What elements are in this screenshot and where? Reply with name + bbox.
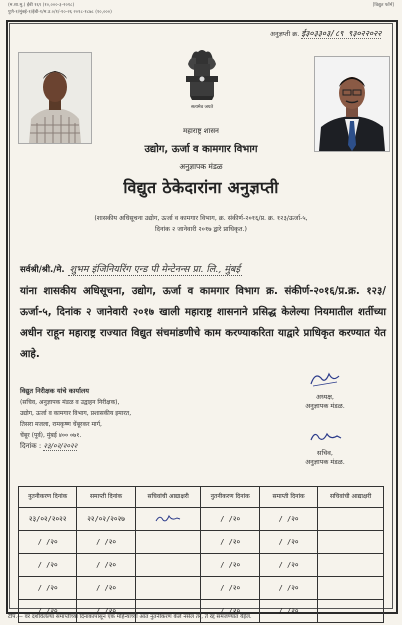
table-cell: / /२० <box>201 508 259 531</box>
table-cell <box>318 577 384 600</box>
state-title: महाराष्ट्र शासन <box>183 127 219 135</box>
form-label: [विद्युत फॉर्म] <box>372 3 394 8</box>
chairman-signature-icon <box>305 368 345 390</box>
col-expiry-date-2: समाप्ती दिनांक <box>259 487 317 508</box>
license-number-value: ई३०३३०३/८९ ९३०२२०२२ <box>301 29 382 38</box>
table-cell: / /२० <box>77 554 135 577</box>
secretary-signature-icon <box>305 428 345 446</box>
table-cell <box>135 531 201 554</box>
table-cell: / /२० <box>259 531 317 554</box>
table-cell <box>318 554 384 577</box>
table-cell: / /२० <box>201 577 259 600</box>
table-cell: / /२० <box>19 531 77 554</box>
table-cell: / /२० <box>19 600 77 623</box>
table-row <box>19 554 384 577</box>
table-cell <box>135 554 201 577</box>
issue-date-row <box>20 441 131 452</box>
col-renewal-date-2: नुतनीकरण दिनांक <box>201 487 259 508</box>
office-line4: चेंबूर (पूर्व), मुंबई ४०० ०७१. <box>20 432 82 439</box>
chairman-signature-block <box>290 368 360 410</box>
gr-reference <box>0 213 402 235</box>
table-row <box>19 577 384 600</box>
office-address <box>20 386 131 452</box>
table-cell: / /२० <box>19 554 77 577</box>
col-renewal-date-1: नुतनीकरण दिनांक <box>19 487 77 508</box>
table-cell: / /२० <box>201 600 259 623</box>
table-cell: / /२० <box>19 577 77 600</box>
table-row <box>19 531 384 554</box>
office-heading: विद्युत निरीक्षक यांचे कार्यालय <box>20 387 90 395</box>
form-code: (म.शा.मु.) ईबी १६९ (१०,०००-३-२०१८) <box>8 3 75 8</box>
col-secretary-initials-1: सचिवांची आद्याक्षरी <box>135 487 201 508</box>
table-cell: २३/०२/२०२२ <box>19 508 77 531</box>
initials-signature-icon <box>153 512 183 524</box>
secretary-signature-block <box>290 428 360 466</box>
license-number-label: अनुज्ञप्ती क्र. <box>270 30 300 38</box>
table-cell <box>318 508 384 531</box>
gr-reference-line2: दिनांक २ जानेवारी २०१७ द्वारे प्राधिकृत.) <box>155 226 247 233</box>
footer-note: टीप.— वर दर्शविलेल्या समाप्तीच्या दिनांकापासून एक महिन्याच्या आत नुतनीकरण केले नसेल तर, ते रद्द समजण्यात येईल. <box>8 614 252 620</box>
holder-prefix: सर्वश्री/श्री./मे. <box>20 265 65 275</box>
table-cell: / /२० <box>77 577 135 600</box>
issue-date-label: दिनांक : <box>20 442 42 450</box>
table-cell: / /२० <box>201 531 259 554</box>
office-line2: उद्योग, ऊर्जा व कामगार विभाग, प्रशासकीय इमारत, <box>20 410 132 417</box>
license-number <box>270 28 381 39</box>
table-cell <box>135 577 201 600</box>
print-line: पुणे-१/मुंबई-१/ईबी-१/म.उ.०/१/-१०-२६ २०१८-१८७८ (१०,०००) <box>8 10 112 15</box>
table-cell: / /२० <box>259 600 317 623</box>
board-title: अनुज्ञापक मंडळ <box>179 162 223 171</box>
secretary-board: अनुज्ञापक मंडळ. <box>305 458 345 466</box>
main-title: विद्युत ठेकेदारांना अनुज्ञप्ती <box>123 178 279 197</box>
gr-reference-line1: (शासकीय अधिसूचना उद्योग, ऊर्जा व कामगार विभाग, क्र. संकीर्ण-२०१६/प्र. क्र. १२३/ऊर्जा-५, <box>94 215 308 222</box>
office-line1: (सचिव, अनुज्ञापक मंडळ व उद्वाहन निरीक्षक), <box>20 399 120 406</box>
table-cell <box>318 531 384 554</box>
table-cell <box>318 600 384 623</box>
col-expiry-date-1: समाप्ती दिनांक <box>77 487 135 508</box>
office-line3: तिसरा मजला, रामकृष्ण चेंबूरकर मार्ग, <box>20 421 102 428</box>
holder-name-row <box>20 262 242 275</box>
secretary-title: सचिव, <box>317 449 333 457</box>
renewal-table-header <box>19 487 384 508</box>
chairman-title: अध्यक्ष, <box>316 393 334 401</box>
table-cell: / /२० <box>259 508 317 531</box>
table-cell: / /२० <box>77 531 135 554</box>
col-secretary-initials-2: सचिवांची आद्याक्षरी <box>318 487 384 508</box>
emblem-motto: सत्यमेव जयते <box>190 105 214 110</box>
table-cell: / /२० <box>259 577 317 600</box>
national-emblem-icon <box>178 48 226 118</box>
table-cell: / /२० <box>259 554 317 577</box>
table-row <box>19 508 384 531</box>
table-cell: २२/०२/२०२७ <box>77 508 135 531</box>
chairman-board: अनुज्ञापक मंडळ. <box>305 402 345 410</box>
table-cell: / /२० <box>201 554 259 577</box>
department-title: उद्योग, ऊर्जा व कामगार विभाग <box>144 144 258 155</box>
renewal-table <box>18 486 384 623</box>
holder-photo-right <box>314 56 390 152</box>
table-cell: / /२० <box>77 600 135 623</box>
holder-name: शुभम इंजिनियरिंग एन्ड पी मेन्टेनन्स प्रा. लि., मुंबई <box>69 264 241 275</box>
issue-date: २३/०२/२०२२ <box>43 442 78 450</box>
table-cell <box>135 508 201 531</box>
license-body-text: यांना शासकीय अधिसूचना, उद्योग, ऊर्जा व कामगार विभाग क्र. संकीर्ण-२०१६/प्र.क्र. १२३/ऊर्जा-५, दिनांक २ जानेवारी २०१७ खाली महाराष्ट्र शासनाने प्रसिद्ध केलेल्या नियमातील शर्तीच्या अधीन राहून महाराष्ट्र राज्यात विद्युत संचमांडणीचे काम करण्याकरिता याद्वारे प्राधिकृत करण्यात येत आहे. <box>20 286 386 360</box>
